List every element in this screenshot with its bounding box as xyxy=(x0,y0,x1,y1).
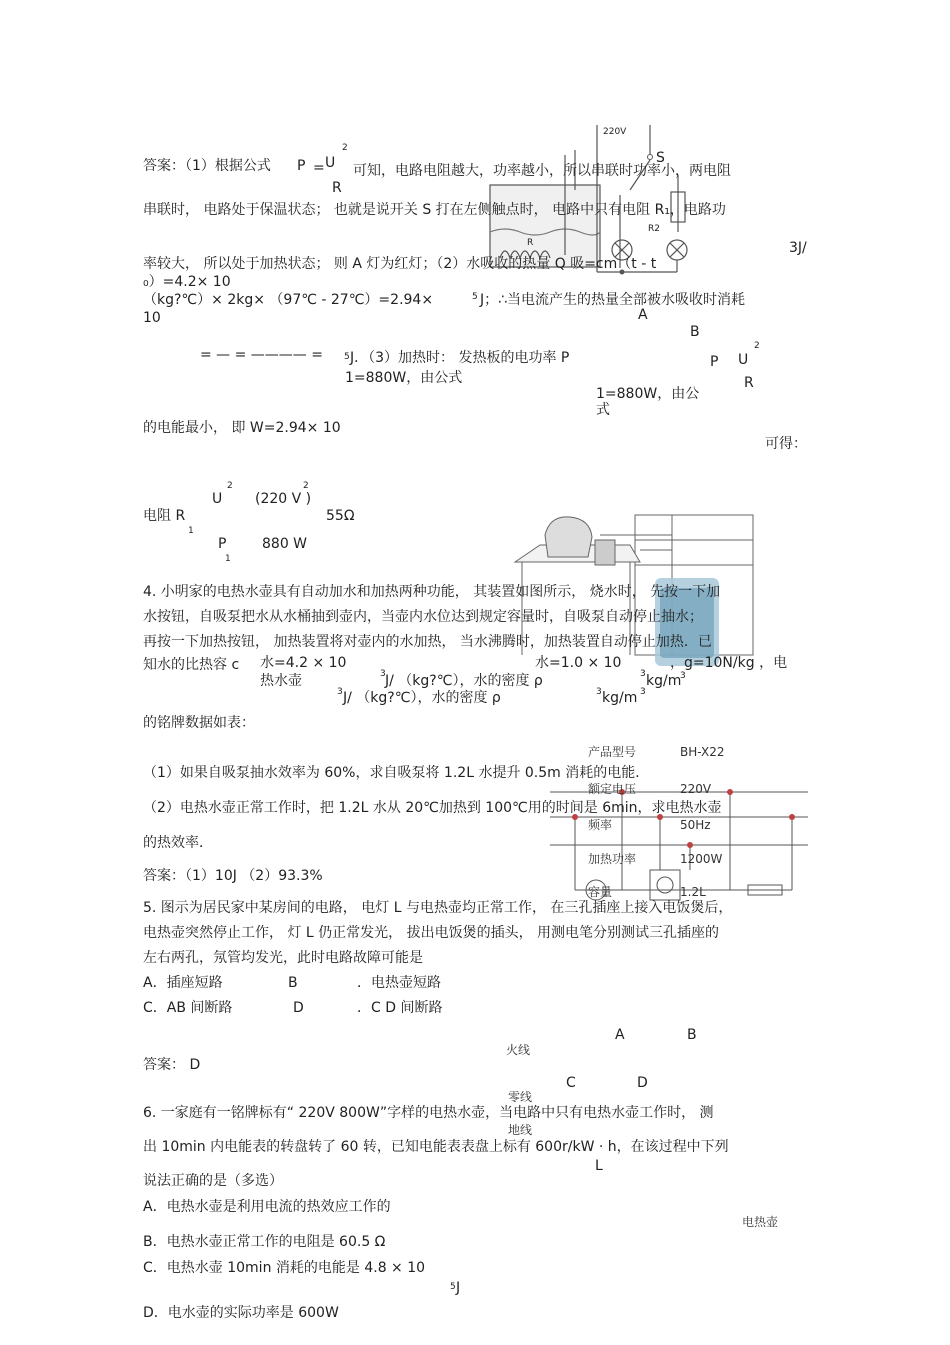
circuit2-ground: 地线 xyxy=(508,1123,533,1137)
q4-answer: 答案：（1）10J （2）93.3% xyxy=(143,868,323,884)
resistance-sub: 1 xyxy=(188,526,194,536)
q6-option-c-unit: J xyxy=(456,1280,461,1296)
resistance-label: 电阻 R xyxy=(143,508,186,524)
circuit1-r2: R2 xyxy=(648,224,660,234)
circuit1-lamp-a: A xyxy=(638,307,648,323)
q3-dashes: = — = ———— = xyxy=(200,347,323,363)
q6-option-d: D．电水壶的实际功率是 600W xyxy=(143,1305,339,1321)
q4-sup3a: 3 xyxy=(380,669,386,679)
circuit2-zero: 零线 xyxy=(508,1090,533,1104)
nameplate-label: 产品型号 xyxy=(588,745,637,759)
nameplate-value: 1200W xyxy=(680,852,723,866)
circuit2-fire: 火线 xyxy=(506,1043,531,1057)
q6-line1: 6. 一家庭有一铭牌标有“ 220V 800W”字样的电热水壶，当电路中只有电热水壶工作时， 测 xyxy=(143,1105,714,1121)
resistance-num: (220 V ) xyxy=(255,491,312,507)
q3-line5-rest: J；∴当电流产生的热量全部被水吸收时消耗 xyxy=(480,292,746,308)
nameplate-label: 额定电压 xyxy=(588,782,637,796)
circuit2-a: A xyxy=(615,1027,625,1043)
formula-r: R xyxy=(332,180,342,196)
q4-line6c-sup: 3 xyxy=(640,687,646,697)
nameplate-value: BH-X22 xyxy=(680,745,725,759)
nameplate-label: 容量 xyxy=(588,885,613,899)
q3-answer-lead: 答案：（1）根据公式 xyxy=(143,158,271,174)
q6-option-c: C．电热水壶 10min 消耗的电能是 4.8 × 10 xyxy=(143,1260,426,1276)
resistance-sq2: 2 xyxy=(303,481,309,491)
q4-sup3c: 3 xyxy=(337,687,343,697)
nameplate-label: 加热功率 xyxy=(588,852,637,866)
q3-u-right: U xyxy=(738,352,749,368)
q4-line7: 的铭牌数据如表： xyxy=(143,715,255,731)
q4-line4b: 水=4.2 × 10 xyxy=(260,655,347,671)
q4-line1: 4. 小明家的电热水壶具有自动加水和加热两种功能， 其装置如图所示， 烧水时， 先按一下加 xyxy=(143,584,721,600)
resistance-value: 55Ω xyxy=(326,508,355,524)
q4-line4d: ，g=10N/kg ，电 xyxy=(670,655,788,671)
resistance-u: U xyxy=(212,491,223,507)
q5-line2: 电热壶突然停止工作， 灯 L 仍正常发光， 拔出电饭煲的插头， 用测电笔分别测试三孔插座的 xyxy=(143,925,720,941)
resistance-p: P xyxy=(218,536,227,552)
q5-option-b-letter: B xyxy=(288,975,298,991)
q6-line3: 说法正确的是（多选） xyxy=(143,1173,283,1189)
q3-line3-sup: 3J/ xyxy=(789,240,807,256)
q4-line5a: 热水壶 xyxy=(260,673,302,689)
q4-line3: 再按一下加热按钮， 加热装置将对壶内的水加热， 当水沸腾时，加热装置自动停止加热．已 xyxy=(143,634,712,650)
nameplate-label: 频率 xyxy=(588,818,613,832)
node-dot xyxy=(687,842,693,848)
q3-p1-eq: 1=880W，由公 xyxy=(596,386,700,402)
q3-line5-sup: 5 xyxy=(472,292,478,302)
q3-sq-right: 2 xyxy=(754,341,760,351)
q4-line5c-sup: 3 xyxy=(680,671,686,681)
formula-p: P xyxy=(297,158,306,174)
q3-line3: 率较大， 所以处于加热状态； 则 A 灯为红灯；（2）水吸收的热量 Q 吸=cm（t - t xyxy=(143,256,657,272)
q4-line6b: J/ （kg?℃），水的密度 ρ xyxy=(343,690,501,706)
q6-line2: 出 10min 内电能表的转盘转了 60 转，已知电能表表盘上标有 600r/kW · h，在该过程中下列 xyxy=(143,1139,729,1155)
q5-line3: 左右两孔，氖管均发光，此时电路故障可能是 xyxy=(143,950,423,966)
q3-line5: （kg?℃）× 2kg× （97℃ - 27℃）=2.94× xyxy=(143,292,434,308)
q3-line2: 串联时， 电路处于保温状态； 也就是说开关 S 打在左侧触点时， 电路中只有电阻 R₁，电路功 xyxy=(143,202,726,218)
circuit2-l: L xyxy=(595,1158,603,1174)
circuit1-voltage: 220V xyxy=(603,127,627,137)
q4-sup3d: 3 xyxy=(596,687,602,697)
formula-eq: = xyxy=(313,160,325,176)
circuit2-kettle: 电热壶 xyxy=(742,1215,779,1229)
q4-line6c: kg/m xyxy=(602,690,638,706)
resistance-sq: 2 xyxy=(227,481,233,491)
circuit2-d: D xyxy=(637,1075,648,1091)
resistance-power: 880 W xyxy=(262,536,308,552)
q4-line4a: 知水的比热容 c xyxy=(143,657,240,673)
formula-square: 2 xyxy=(342,143,348,153)
q5-option-d-letter: D xyxy=(293,1000,304,1016)
formula-u: U xyxy=(325,155,336,171)
q3-r-right: R xyxy=(744,375,754,391)
node-dot xyxy=(727,789,733,795)
circuit1-lamp-b: B xyxy=(690,324,700,340)
circuit1-r1: R xyxy=(527,238,534,248)
q5-answer: 答案： D xyxy=(143,1057,201,1073)
q4-line5b: J/ （kg?℃），水的密度 ρ xyxy=(385,673,543,689)
q3-line8: 的电能最小， 即 W=2.94× 10 xyxy=(143,420,341,436)
q6-option-b: B．电热水壶正常工作的电阻是 60.5 Ω xyxy=(143,1234,386,1250)
q4-part3: 的热效率． xyxy=(143,835,213,851)
q4-line4c: 水=1.0 × 10 xyxy=(535,655,622,671)
q5-line1: 5. 图示为居民家中某房间的电路， 电灯 L 与电热壶均正常工作， 在三孔插座上接入电饭煲后， xyxy=(143,900,733,916)
circuit1-switch: S xyxy=(656,150,665,166)
q6-option-a: A．电热水壶是利用电流的热效应工作的 xyxy=(143,1199,391,1215)
q4-part2: （2）电热水壶正常工作时，把 1.2L 水从 20℃加热到 100℃用的时间是 6min，求电热水壶 xyxy=(143,800,722,816)
nameplate-value: 50Hz xyxy=(680,818,711,832)
q3-line7: J．（3）加热时： 发热板的电功率 P xyxy=(350,350,570,366)
q5-option-d: ．C D 间断路 xyxy=(357,1000,443,1016)
q3-line4: ₀）=4.2× 10 xyxy=(143,274,231,290)
q3-line6: 10 xyxy=(143,310,161,326)
nameplate-value: 220V xyxy=(680,782,712,796)
circuit2-c: C xyxy=(566,1075,576,1091)
q6-option-c-sup: 5 xyxy=(450,1282,456,1292)
q3-line8-right: 可得： xyxy=(765,436,807,452)
q3-line7-sub: 1=880W，由公式 xyxy=(345,370,463,386)
q5-option-a: A．插座短路 xyxy=(143,975,223,991)
q4-sup3b: 3 xyxy=(640,669,646,679)
q4-line5c: kg/m xyxy=(646,673,682,689)
q4-line2: 水按钮，自吸泵把水从水桶抽到壶内，当壶内水位达到规定容量时，自吸泵自动停止抽水； xyxy=(143,609,703,625)
circuit2-b: B xyxy=(687,1027,697,1043)
q5-option-c: C．AB 间断路 xyxy=(143,1000,233,1016)
q3-line1-rest: 可知，电路电阻越大，功率越小，所以串联时功率小，两电阻 xyxy=(353,163,731,179)
q3-p-right: P xyxy=(710,354,719,370)
q3-line7-sup: 5 xyxy=(344,352,350,362)
node-dot xyxy=(789,814,795,820)
nameplate-value: 1.2L xyxy=(680,885,706,899)
q5-option-b: ．电热壶短路 xyxy=(357,975,441,991)
q4-part1: （1）如果自吸泵抽水效率为 60%，求自吸泵将 1.2L 水提升 0.5m 消耗的电能． xyxy=(143,765,650,781)
resistance-p-sub: 1 xyxy=(225,554,231,564)
q3-p1-eq2: 式 xyxy=(596,402,610,418)
